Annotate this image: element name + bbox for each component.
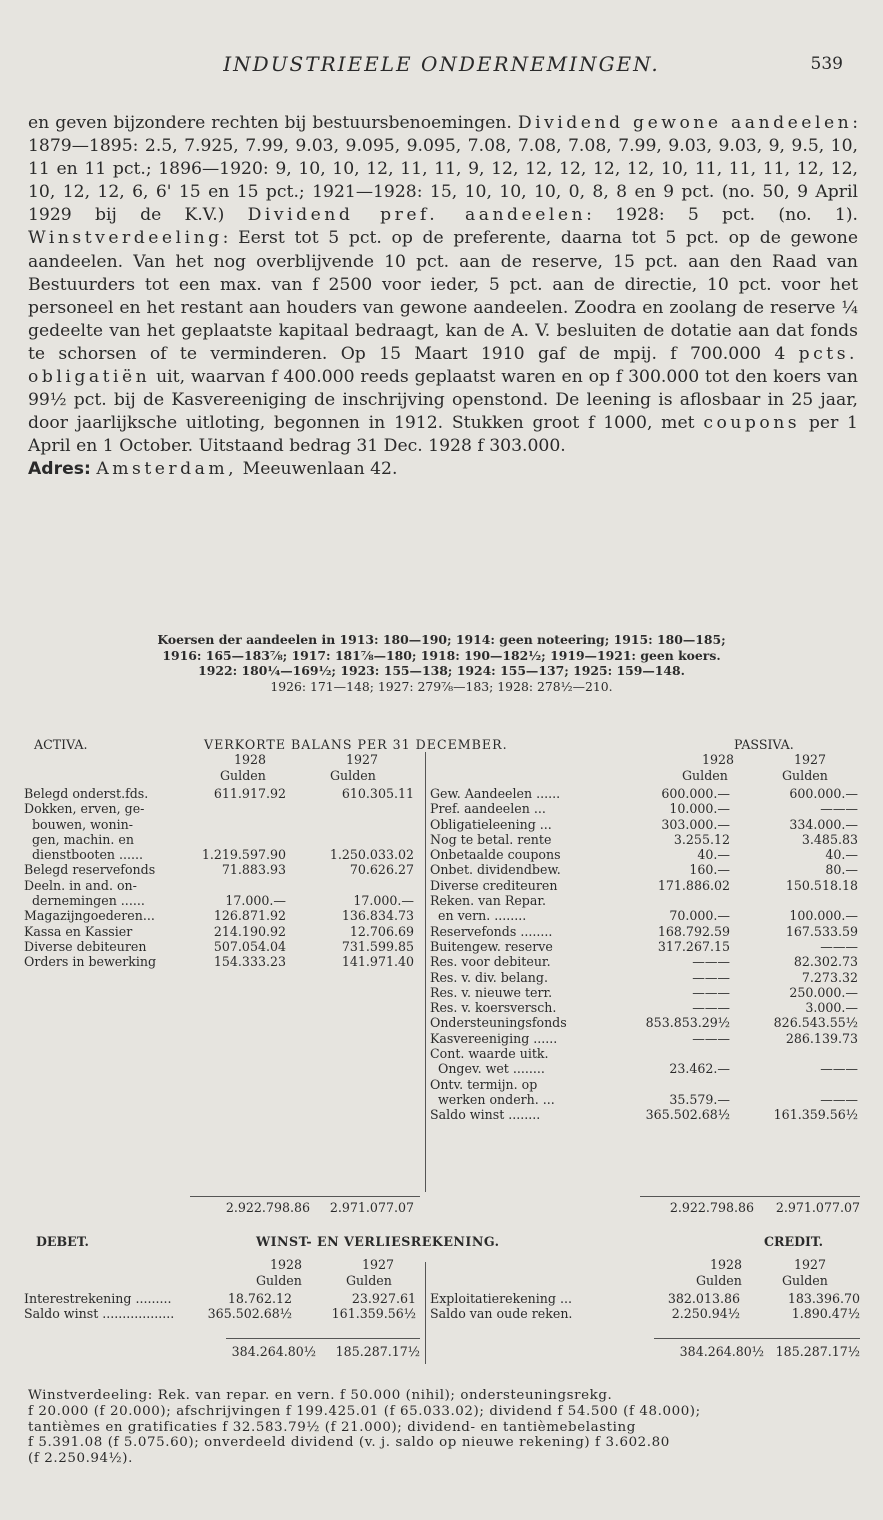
table-row [430,786,860,801]
table-row [430,893,860,908]
row-label: Dokken, erven, ge- [24,801,145,817]
table-row [24,954,414,969]
table-row [24,832,414,847]
table-row [24,847,414,862]
row-label: gen, machin. en [32,831,134,847]
row-label: Exploitatierekening ... [430,1291,572,1306]
text-run: : Eerst tot 5 pct. op de preferente, daarna tot 5 pct. op de gewone aandeelen. Van het nog overblijvende 10 pct. aan de reserve, 15 pct. aan den Raad van Bestuurders tot een max. van f 2500 voor ieder, 5 pct. aan de directie, 10 pct. voor het personeel en het restant aan houders van gewone aandeelen. Zoodra en zoolang de reserve ¼ gedeelte van het geplaatste kapitaal bedraagt, kan de A. V. besluiten de dotatie aan dat fonds te schorsen of te verminderen. Op 15 Maart 1910 gaf de mpij. f 700.000 4 [28,228,858,364]
text-run: : 1928: 5 pct. (no. 1). [586,205,858,226]
value-1928: 126.871.92 [213,908,286,924]
value-1928: 303.000.— [661,816,730,832]
koersen-line: Koersen der aandeelen in 1913: 180—190; 1914: geen noteering; 1915: 180—185; [157,632,726,647]
value-1927: 80.— [825,862,858,878]
row-label: Cont. waarde uitk. [430,1046,549,1062]
row-label: Saldo winst ........ [430,1107,541,1123]
table-row [430,1031,860,1046]
value-1928: 382.013.86 [667,1291,740,1306]
row-label: Reservefonds ........ [430,923,553,939]
row-label: werken onderh. ... [438,1091,555,1107]
table-row [24,786,414,801]
row-label: Res. v. nieuwe terr. [430,984,553,1000]
debet-table [24,1291,424,1322]
col-unit: Gulden [682,767,728,783]
table-row [430,878,860,893]
value-1928: 171.886.02 [657,877,730,893]
table-row [430,1000,860,1015]
value-1927: 610.305.11 [341,786,414,801]
total-rule [190,1196,420,1197]
row-label: Res. voor debiteur. [430,954,551,970]
passiva-table [430,786,860,1123]
row-label: Gew. Aandeelen ...... [430,786,561,801]
value-1928: ——— [692,1030,730,1046]
total-debet-1927: 185.287.17½ [335,1344,420,1359]
text-run: uit, waarvan f 400.000 reeds geplaatst waren en op f 300.000 tot den koers van 99½ pct. bij de Kasvereeniging de inschrijving openstond. De leening is aflosbaar in 25 jaar, door jaarlijksche uitloting, begonnen in 1912. Stukken groot f 1000, met [28,367,858,434]
row-label: Magazijngoederen... [24,908,155,924]
running-title: INDUSTRIEELE ONDERNEMINGEN. [223,52,660,76]
value-1928: 507.054.04 [213,938,286,954]
winst-title: WINST- EN VERLIESREKENING. [256,1234,500,1249]
value-1927: ——— [820,1091,858,1107]
value-1927: 334.000.— [789,816,858,832]
value-1927: 1.890.47½ [791,1306,860,1322]
table-row [430,801,860,816]
value-1928: 154.333.23 [213,954,286,970]
coupons-label: coupons [703,413,801,434]
row-label: Buitengew. reserve [430,938,553,954]
table-row [430,862,860,877]
table-row [24,817,414,832]
value-1928: 70.000.— [669,908,730,924]
dividend-gewone-label: Dividend gewone aandeelen [517,113,853,133]
row-label: Saldo winst .................. [24,1306,175,1322]
value-1927: 1.250.033.02 [329,847,414,863]
credit-label: CREDIT. [764,1234,824,1249]
value-1927: 3.000.— [805,1000,858,1016]
value-1927: 150.518.18 [785,877,858,893]
dividend-pref-label: Dividend pref. aandeelen [247,205,587,226]
row-label: Ongev. wet ........ [438,1061,545,1077]
value-1928: 23.462.— [669,1061,730,1077]
table-row [430,939,860,954]
table-row [24,1306,424,1321]
value-1927: 12.706.69 [349,923,414,939]
text-run: : 1879—1895: 2.5, 7.925, 7.99, 9.03, 9.095, 9.095, 7.08, 7.08, 7.08, 7.99, 9.03, 9.03, 9, 9.5, 10, 11 en 11 pct.; 1896—1920: 9, 10, 10, 12, 11, 11, 9, 12, 12, 12, 12, 12, 10, 11, 11, 11, 12, 12, 10, 12, 12, 6, 6' 15 en 15 pct.; 1921—1928: 15, 10, 10, 10, 0, 8, 8 en 9 pct. (no. 50, 9 April 1929 bij de K.V.) [28,113,858,226]
col-unit: Gulden [782,1272,828,1288]
debet-label: DEBET. [36,1234,89,1249]
table-row [430,847,860,862]
address-line [28,458,858,481]
row-label: en vern. ........ [438,908,527,924]
table-row [24,878,414,893]
column-divider [425,752,426,1192]
company-description [28,112,858,482]
value-1927: 3.485.83 [801,831,858,847]
footnote-line: tantièmes en gratificaties f 32.583.79½ (f 21.000); dividend- en tantièmebelasting [28,1419,636,1435]
adres-city: Amsterdam, [96,459,238,480]
value-1927: 600.000.— [789,786,858,801]
value-1928: ——— [692,1000,730,1016]
footnote-line: f 5.391.08 (f 5.075.60); onverdeeld dividend (v. j. saldo op nieuwe rekening) f 3.602.80 [28,1435,670,1451]
row-label: Pref. aandeelen ... [430,801,546,817]
footnote-line: f 20.000 (f 20.000); afschrijvingen f 199.425.01 (f 65.033.02); dividend f 54.500 (f 48.000); [28,1403,701,1419]
table-row [430,985,860,1000]
activa-table [24,786,414,970]
page-header [0,48,883,78]
row-label: Diverse debiteuren [24,938,147,954]
row-label: Onbetaalde coupons [430,847,561,863]
total-passiva-1927: 2.971.077.07 [775,1200,860,1215]
total-rule [654,1338,860,1339]
col-year: 1928 [702,752,735,768]
value-1927: 141.971.40 [341,954,414,970]
table-row [430,1046,860,1061]
table-row [430,817,860,832]
value-1928: 365.502.68½ [207,1306,292,1322]
value-1927: 82.302.73 [793,954,858,970]
text-run: en geven bijzondere rechten bij bestuursbenoemingen. [28,113,518,133]
table-row [430,924,860,939]
col-unit: Gulden [256,1272,302,1288]
value-1928: 1.219.597.90 [201,847,286,863]
row-label: Belegd reservefonds [24,862,156,878]
total-passiva-1928: 2.922.798.86 [669,1200,754,1215]
table-row [430,1306,860,1321]
table-row [430,970,860,985]
row-label: Diverse crediteuren [430,877,558,893]
table-row [430,1107,860,1122]
koersen-line: 1926: 171—148; 1927: 279⅞—183; 1928: 278½—210. [270,678,613,694]
row-label: Res. v. div. belang. [430,969,548,985]
row-label: Orders in bewerking [24,954,157,970]
footnote-line: Winstverdeeling: Rek. van repar. en vern. f 50.000 (nihil); ondersteuningsrekg. [28,1388,613,1403]
value-1928: 365.502.68½ [645,1107,730,1123]
winst-totals [24,1344,860,1359]
col-unit: Gulden [782,767,828,783]
footnote-line: (f 2.250.94½). [28,1451,133,1467]
share-prices [0,632,883,694]
table-row [430,1015,860,1030]
koersen-line: 1916: 165—183⅞; 1917: 181⅞—180; 1918: 190—182½; 1919—1921: geen koers. [162,647,721,663]
value-1927: 7.273.32 [801,969,858,985]
row-label: Obligatieleening ... [430,816,552,832]
text-run: per 1 April en 1 October. Uitstaand bedrag 31 Dec. 1928 f 303.000. [28,413,858,457]
row-label: Interestrekening ......... [24,1291,172,1306]
row-label: Onbet. dividendbew. [430,862,561,878]
koersen-line: 1922: 180¼—169½; 1923: 155—138; 1924: 155—137; 1925: 159—148. [198,663,685,678]
page-number: 539 [810,54,843,74]
row-label: Reken. van Repar. [430,893,547,909]
table-row [430,908,860,923]
value-1927: 731.599.85 [341,938,414,954]
value-1928: 71.883.93 [221,862,286,878]
value-1927: 70.626.27 [349,862,414,878]
value-1927: 100.000.— [789,908,858,924]
row-label: dienstbooten ...... [32,847,144,863]
table-row [24,924,414,939]
table-row [430,832,860,847]
value-1927: 250.000.— [789,984,858,1000]
table-row [430,1291,860,1306]
value-1928: 611.917.92 [213,786,286,801]
col-year: 1927 [794,752,827,768]
value-1928: 10.000.— [669,801,730,817]
balance-totals [24,1200,860,1215]
col-year: 1928 [270,1257,303,1273]
adres-street: Meeuwenlaan 42. [237,459,398,480]
row-label: bouwen, wonin- [32,816,133,832]
value-1928: 18.762.12 [227,1291,292,1306]
table-row [24,939,414,954]
col-year: 1928 [710,1257,743,1273]
col-year: 1927 [794,1257,827,1273]
row-label: dernemingen ...... [32,893,145,909]
value-1927: 286.139.73 [785,1030,858,1046]
value-1928: 17.000.— [225,893,286,909]
value-1928: 160.— [689,862,730,878]
total-rule [226,1338,420,1339]
total-credit-1928: 384.264.80½ [679,1344,764,1359]
col-unit: Gulden [220,767,266,783]
value-1927: ——— [820,1061,858,1077]
value-1928: 168.792.59 [657,923,730,939]
winstverdeeling-label: Winstverdeeling [28,228,223,249]
table-row [430,1092,860,1107]
table-row [24,893,414,908]
value-1927: 167.533.59 [785,923,858,939]
table-row [430,1077,860,1092]
value-1927: 136.834.73 [341,908,414,924]
value-1928: 2.250.94½ [671,1306,740,1322]
row-label: Nog te betal. rente [430,831,552,847]
table-row [430,954,860,969]
table-row [430,1061,860,1076]
winst-header [24,1234,860,1288]
value-1928: ——— [692,984,730,1000]
passiva-label: PASSIVA. [734,737,794,752]
table-row [24,908,414,923]
col-year: 1927 [346,752,379,768]
total-activa-1928: 2.922.798.86 [225,1200,310,1215]
value-1928: 214.190.92 [213,923,286,939]
row-label: Belegd onderst.fds. [24,786,149,801]
value-1927: 183.396.70 [787,1291,860,1306]
value-1927: 40.— [825,847,858,863]
value-1927: 17.000.— [353,893,414,909]
total-debet-1928: 384.264.80½ [231,1344,316,1359]
value-1928: 317.267.15 [657,938,730,954]
obligatien-label: pcts. obligatiën [28,343,858,388]
value-1927: 161.359.56½ [331,1306,416,1322]
value-1928: 853.853.29½ [645,1015,730,1031]
value-1928: ——— [692,954,730,970]
table-row [24,862,414,877]
value-1928: 40.— [697,847,730,863]
total-activa-1927: 2.971.077.07 [329,1200,414,1215]
adres-label: Adres: [28,459,91,480]
value-1928: 600.000.— [661,786,730,801]
table-row [24,801,414,816]
col-year: 1927 [362,1257,395,1273]
value-1927: ——— [820,938,858,954]
total-rule [640,1196,860,1197]
row-label: Kassa en Kassier [24,923,133,939]
value-1928: 35.579.— [669,1091,730,1107]
value-1927: 826.543.55½ [773,1015,858,1031]
value-1927: ——— [820,801,858,817]
value-1927: 23.927.61 [351,1291,416,1306]
row-label: Deeln. in and. on- [24,877,137,893]
total-credit-1927: 185.287.17½ [775,1344,860,1359]
row-label: Kasvereeniging ...... [430,1030,558,1046]
table-row [24,1291,424,1306]
row-label: Res. v. koersversch. [430,1000,557,1016]
row-label: Saldo van oude reken. [430,1306,573,1322]
row-label: Ondersteuningsfonds [430,1015,567,1031]
balance-title: VERKORTE BALANS PER 31 DECEMBER. [204,737,508,752]
footnote-winstverdeeling [28,1388,858,1467]
activa-label: ACTIVA. [34,737,88,752]
description-paragraph [28,112,858,458]
credit-table [430,1291,860,1322]
row-label: Ontv. termijn. op [430,1076,538,1092]
col-unit: Gulden [346,1272,392,1288]
col-year: 1928 [234,752,267,768]
value-1927: 161.359.56½ [773,1107,858,1123]
value-1928: ——— [692,969,730,985]
col-unit: Gulden [330,767,376,783]
col-unit: Gulden [696,1272,742,1288]
balance-header [24,737,860,783]
value-1928: 3.255.12 [673,831,730,847]
